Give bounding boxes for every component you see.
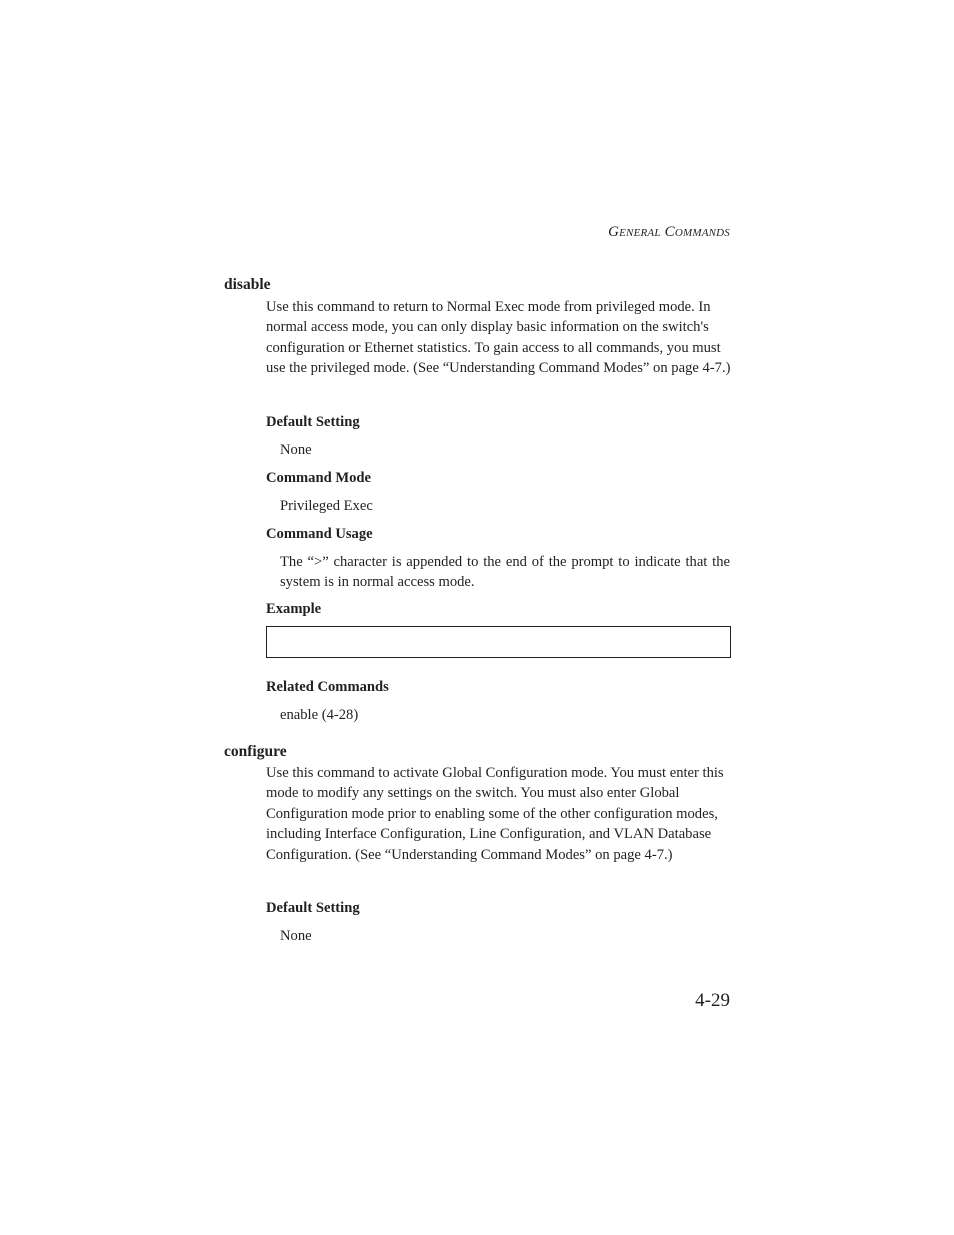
command-title-disable: disable [224, 276, 271, 293]
page-number: 4-29 [695, 990, 730, 1011]
example-code-box [266, 626, 731, 658]
command-title-configure: configure [224, 743, 287, 760]
default-setting-heading: Default Setting [266, 414, 360, 430]
running-header: General Commands [608, 224, 730, 240]
related-commands-heading: Related Commands [266, 679, 389, 695]
command-description-disable: Use this command to return to Normal Exec mode from privileged mode. In normal access mode, you can only display basic information on the switch's configuration or Ethernet statistics. To gain access to all commands, you must use the privileged mode. (See “Understanding Command Modes” on page 4-7.) [266, 299, 731, 377]
command-usage-value: The “>” character is appended to the end of the prompt to indicate that the system is in normal access mode. [280, 554, 730, 590]
default-setting-value: None [280, 442, 312, 458]
example-heading: Example [266, 601, 322, 617]
command-mode-value: Privileged Exec [280, 498, 373, 514]
command-description-configure: Use this command to activate Global Configuration mode. You must enter this mode to modify any settings on the switch. You must also enter Global Configuration mode prior to enabling some of the other configuration modes, including Interface Configuration, Line Configuration, and VLAN Database Configuration. (See “Understanding Command Modes” on page 4-7.) [266, 765, 724, 863]
command-mode-heading: Command Mode [266, 470, 371, 486]
default-setting-heading-configure: Default Setting [266, 900, 360, 916]
related-commands-value: enable (4-28) [280, 707, 359, 723]
command-usage-heading: Command Usage [266, 526, 373, 542]
default-setting-value-configure: None [280, 928, 312, 944]
